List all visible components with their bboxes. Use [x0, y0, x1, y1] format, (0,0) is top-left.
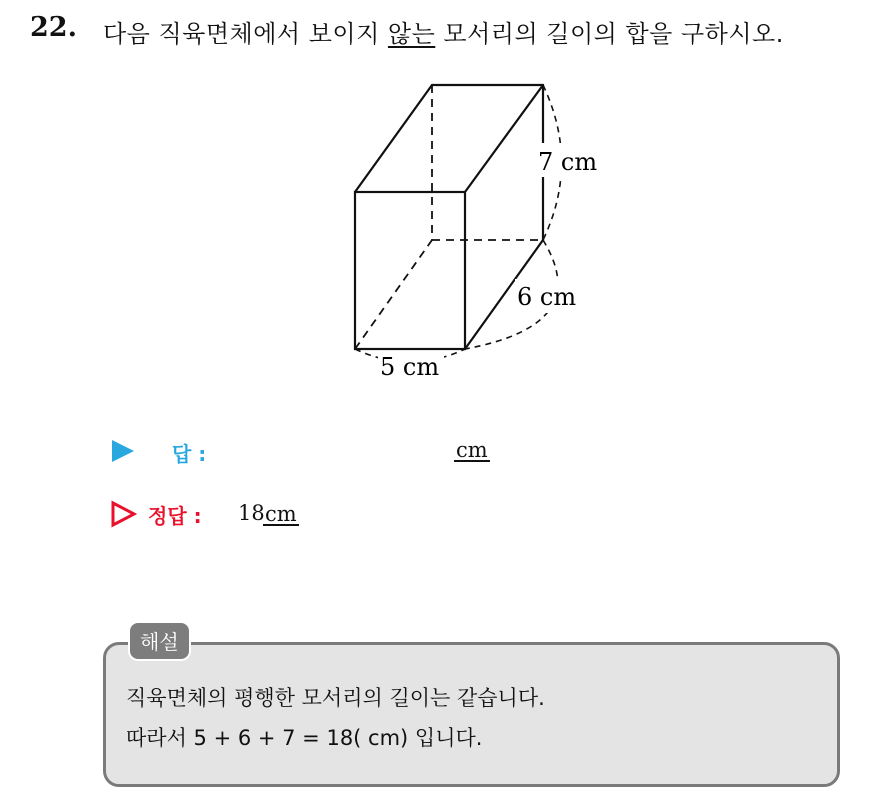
correct-answer-unit: cm — [265, 502, 297, 526]
correct-answer-row — [110, 498, 510, 528]
solution-line-2: 따라서 5 + 6 + 7 = 18( cm) 입니다. — [126, 726, 483, 750]
play-triangle-icon — [110, 438, 136, 464]
solution-tag: 해설 — [128, 621, 191, 661]
question-text-emphasis: 않는 — [387, 20, 436, 48]
outline-triangle-icon — [110, 500, 138, 528]
cuboid-figure — [340, 75, 630, 385]
question-text-start: 다음 직육면체에서 보이지 — [103, 20, 388, 48]
question-text-end: 모서리의 길이의 합을 구하시오. — [435, 20, 784, 48]
correct-answer-value: 18 — [238, 501, 265, 525]
width-label: 5 cm — [380, 353, 440, 381]
question-number: 22. — [30, 12, 77, 43]
question-text — [103, 14, 784, 49]
answer-unit: cm — [456, 438, 488, 462]
correct-answer-label: 정답 : — [148, 504, 202, 528]
solution-box — [103, 642, 840, 787]
answer-label: 답 : — [172, 442, 207, 466]
answer-row — [110, 436, 510, 466]
cuboid-top-right-edge — [465, 85, 543, 192]
depth-label: 6 cm — [517, 283, 577, 311]
cuboid-top-left-edge — [355, 85, 432, 192]
height-label: 7 cm — [538, 148, 598, 176]
solution-line-1: 직육면체의 평행한 모서리의 길이는 같습니다. — [126, 686, 545, 710]
hidden-edge-diagonal — [355, 240, 432, 349]
